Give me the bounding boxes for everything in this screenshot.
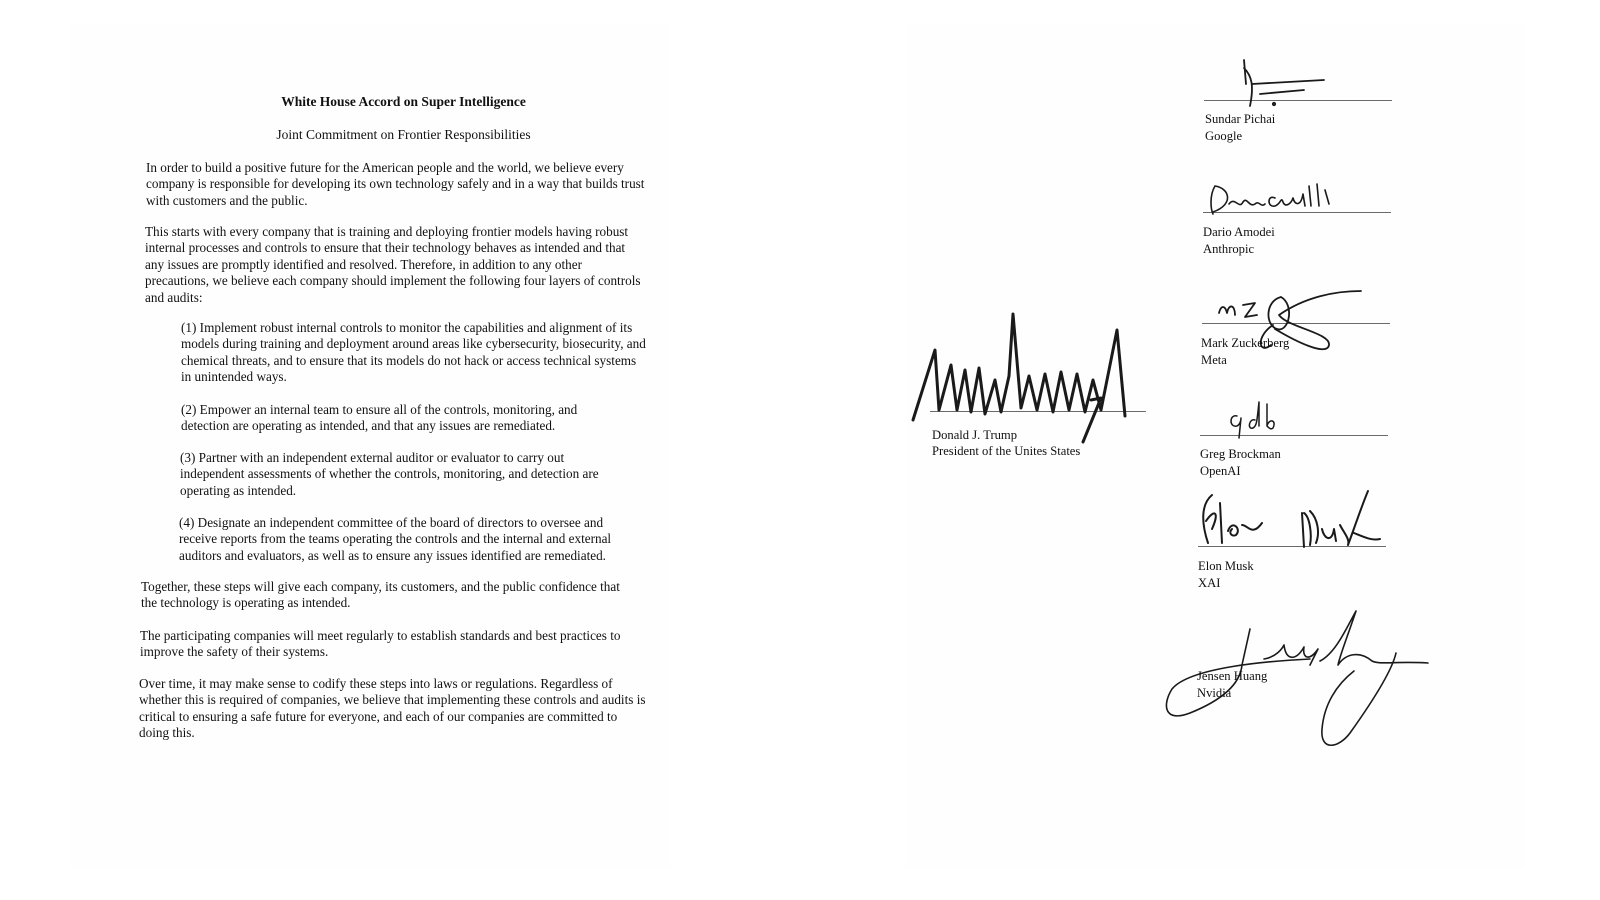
document-title: White House Accord on Super Intelligence — [281, 94, 526, 109]
signatory-name: Sundar Pichai — [1205, 112, 1276, 126]
signature-brockman — [1225, 400, 1285, 445]
signatory-block-musk — [1198, 558, 1254, 592]
signatory-name: Dario Amodei — [1203, 225, 1275, 239]
signature-musk — [1198, 485, 1398, 550]
signatory-block-huang — [1197, 668, 1267, 702]
signatory-org: Nvidia — [1197, 686, 1232, 700]
president-block — [932, 428, 1080, 459]
list-item-1: (1) Implement robust internal controls to monitor the capabilities and alignment of its models during training and deployment around areas like cybersecurity, biosecurity, and chemical threats, and to ensure that its models do not hack or access technical systems in unintended ways. — [181, 320, 646, 385]
signature-amodei — [1205, 180, 1355, 220]
signatory-name: Jensen Huang — [1197, 669, 1268, 683]
signatory-name: Mark Zuckerberg — [1201, 336, 1290, 350]
signatory-block-amodei — [1203, 224, 1275, 258]
signatory-block-zuckerberg — [1201, 335, 1289, 369]
intro-paragraph: In order to build a positive future for the American people and the world, we believe every company is responsible for developing its own technology safely and in a way that builds trust with customers and the public. — [146, 160, 645, 208]
president-title: President of the Unites States — [932, 443, 1081, 458]
signatory-org: XAI — [1198, 576, 1221, 590]
signatory-block-pichai — [1205, 111, 1275, 145]
signatory-org: Google — [1205, 129, 1243, 143]
controls-paragraph: This starts with every company that is training and deploying frontier models having robust internal processes and controls to ensure that their technology behaves as intended and that any issues are promptly identified and resolved. Therefore, in addition to any other precautions, we believe each company should implement the following four layers of controls and audits: — [145, 224, 641, 305]
president-name: Donald J. Trump — [932, 428, 1018, 442]
list-item-3: (3) Partner with an independent external auditor or evaluator to carry out independent assessments of whether the controls, monitoring, and detection are operating as intended. — [180, 450, 599, 498]
closing-paragraph-2: The participating companies will meet regularly to establish standards and best practices to improve the safety of their systems. — [140, 628, 621, 660]
signatory-name: Greg Brockman — [1200, 447, 1281, 461]
signatory-org: Meta — [1201, 353, 1227, 367]
list-item-2: (2) Empower an internal team to ensure all of the controls, monitoring, and detection are operating as intended, and that any issues are remediated. — [181, 402, 578, 434]
signatory-name: Elon Musk — [1198, 559, 1254, 573]
closing-paragraph-1: Together, these steps will give each company, its customers, and the public confidence that the technology is operating as intended. — [141, 579, 620, 611]
signatory-org: Anthropic — [1203, 242, 1255, 256]
signature-pichai — [1230, 58, 1340, 118]
document-subtitle: Joint Commitment on Frontier Responsibilities — [276, 127, 531, 142]
signatory-org: OpenAI — [1200, 464, 1241, 478]
signatory-block-brockman — [1200, 446, 1281, 480]
closing-paragraph-3: Over time, it may make sense to codify these steps into laws or regulations. Regardless of whether this is required of companies, we believe that implementing these controls and audits is critical to ensuring a safe future for everyone, and each of our companies are committed to doing this. — [139, 676, 646, 741]
list-item-4: (4) Designate an independent committee of the board of directors to oversee and receive reports from the teams operating the controls and the internal and external auditors and evaluators, as well as to ensure any issues identified are remediated. — [179, 515, 612, 563]
